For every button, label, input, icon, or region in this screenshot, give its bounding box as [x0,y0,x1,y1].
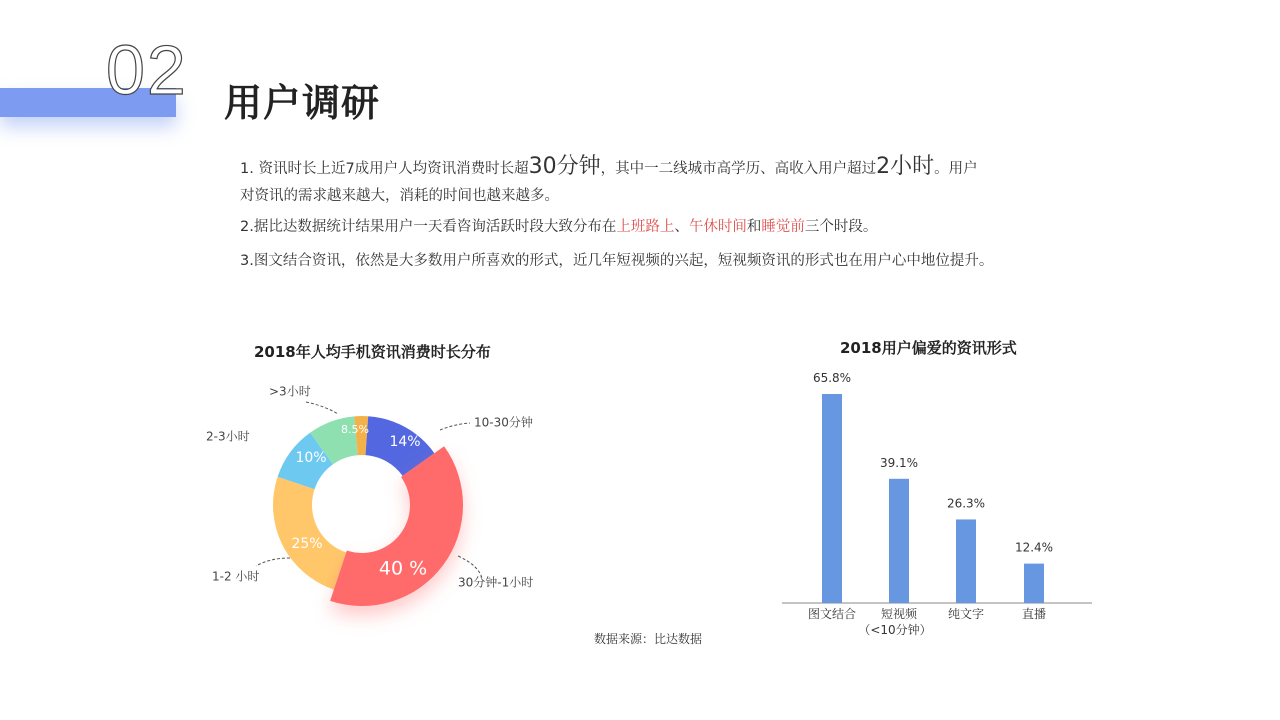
text-segment: 。用户 [934,161,978,177]
text-segment: 三个时段。 [804,219,878,235]
bar-chart-title: 2018用户偏爱的资讯形式 [840,339,1017,357]
section-number: 02 [106,31,188,109]
bar [956,519,976,603]
emphasis-text: 2小时 [876,154,935,179]
slice-category-label: 1-2 小时 [212,569,260,584]
slice-value-label: 14% [389,434,421,450]
slice-category-label: 30分钟-1小时 [458,575,534,590]
bar-value-label: 65.8% [812,371,852,385]
category-tick-label: （<10分钟） [858,623,932,637]
data-source: 数据来源：比达数据 [594,632,703,646]
category-tick-label: 短视频 [880,607,918,621]
bar [822,394,842,603]
slice-value-label: 8.5% [341,423,369,436]
slice-category-label: 10-30分钟 [474,415,533,430]
bar-value-label: 39.1% [879,455,919,470]
text-segment: 、 [674,219,689,235]
slice-category-label: >3小时 [269,384,311,399]
text-segment: 和 [746,219,762,235]
category-tick-label: 直播 [1021,607,1047,621]
donut-chart-title: 2018年人均手机资讯消费时长分布 [254,343,491,361]
emphasis-text: 30分钟 [528,154,601,179]
slice-value-label: 25% [291,536,323,552]
slice-value-label: 40 % [378,557,428,580]
bar-value-label: 26.3% [946,496,986,511]
text-segment: 3.图文结合资讯，依然是大多数用户所喜欢的形式，近几年短视频的兴起，短视频资讯的形式也在用户心中地位提升。 [240,253,994,269]
slice-category-label: 2-3小时 [206,429,250,444]
highlight-text: 午休时间 [688,219,747,235]
bar-value-label: 12.4% [1014,540,1054,555]
page-title: 用户调研 [224,81,381,125]
bar [1024,564,1044,603]
highlight-text: 上班路上 [616,219,675,235]
text-segment: 1. 资讯时长上近7成用户人均资讯消费时长超 [240,161,529,177]
category-tick-label: 纯文字 [947,607,985,621]
text-segment: 2.据比达数据统计结果用户一天看咨询活跃时段大致分布在 [240,219,617,235]
slice-value-label: 10% [295,450,327,466]
text-segment: ，其中一二线城市高学历、高收入用户超过 [600,161,877,177]
point-1-line-2: 对资讯的需求越来越大，消耗的时间也越来越多。 [240,188,559,204]
highlight-text: 睡觉前 [761,219,805,235]
bar [889,479,909,603]
category-tick-label: 图文结合 [807,607,857,621]
